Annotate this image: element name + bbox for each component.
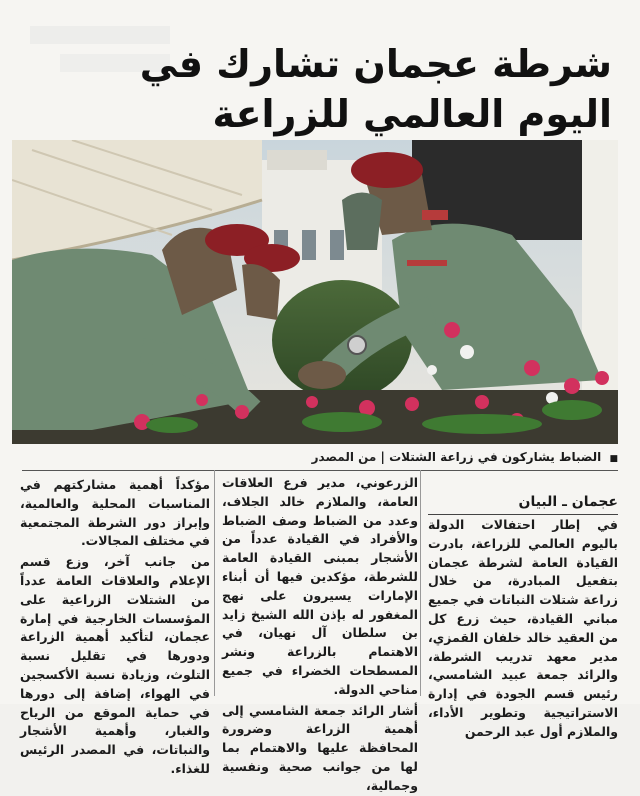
article-column-1 <box>428 516 618 742</box>
column-divider <box>420 470 421 696</box>
paragraph: في إطار احتفالات الدولة باليوم العالمي للزراعة، بادرت القيادة العامة لشرطة عجمان بتفعيل المبادرة، من خلال زراعة شتلات النباتات في جميع مباني القيادة، حيث زرع كل من العقيد خالد خلفان القمزي، مدير معهد تدريب الشرطة، والرائد جمعة عبيد الشامسي، رئيس قسم الجودة في إدارة الاستراتيجية وتطوير الأداء، والملازم أول عبد الرحمن <box>428 517 618 739</box>
caption-source: من المصدر <box>311 450 377 464</box>
paragraph: من جانب آخر، وزع قسم الإعلام والعلاقات العامة عدداً من الشتلات الزراعية على المؤسسات الخارجية في إمارة عجمان، لتأكيد أهمية الزراعة ودورها في تقليل نسبة التلوث، وزيادة نسبة الأكسجين في الهواء، إضافة إلى دورها في حماية الموقع من الرياح والغبار، وأهمية الأشجار والنباتات، في المصدر الرئيس للغذاء. <box>20 554 210 776</box>
paragraph: أشار الرائد جمعة الشامسي إلى أهمية الزراعة وضرورة المحافظة عليها والاهتمام بما لها من جوانب صحية ونفسية وجمالية، <box>222 702 418 793</box>
paragraph: الزرعوني، مدير فرع العلاقات العامة، والملازم خالد الجلاف، وعدد من الضباط وصف الضباط والأفراد في القيادة عدداً من الأشجار بمبنى القيادة العامة للشرطة، مؤكدين فيها أن أبناء الإمارات يسيرون على نهج المغفور له بإذن الله الشيخ زايد بن سلطان آل نهيان، في الاهتمام بالزراعة ونشر المسطحات الخضراء في جميع مناحي الدولة. <box>222 475 418 697</box>
article-headline: شرطة عجمان تشارك في اليوم العالمي للزراعة <box>139 42 612 137</box>
caption-text: الضباط يشاركون في زراعة الشتلات <box>389 450 602 464</box>
article-byline: عجمان ـ البيان <box>428 494 618 515</box>
article-column-3 <box>20 476 210 779</box>
column-divider <box>214 470 215 696</box>
article-column-2 <box>222 474 418 796</box>
paragraph: مؤكداً أهمية مشاركتهم في المناسبات المحلية والعالمية، وإبراز دور الشرطة المجتمعية في مختلف المجالات. <box>20 477 210 549</box>
article-photo <box>12 140 618 444</box>
photo-caption <box>22 449 618 471</box>
caption-bullet-icon: ■ <box>609 454 618 464</box>
caption-separator: | <box>376 450 385 464</box>
